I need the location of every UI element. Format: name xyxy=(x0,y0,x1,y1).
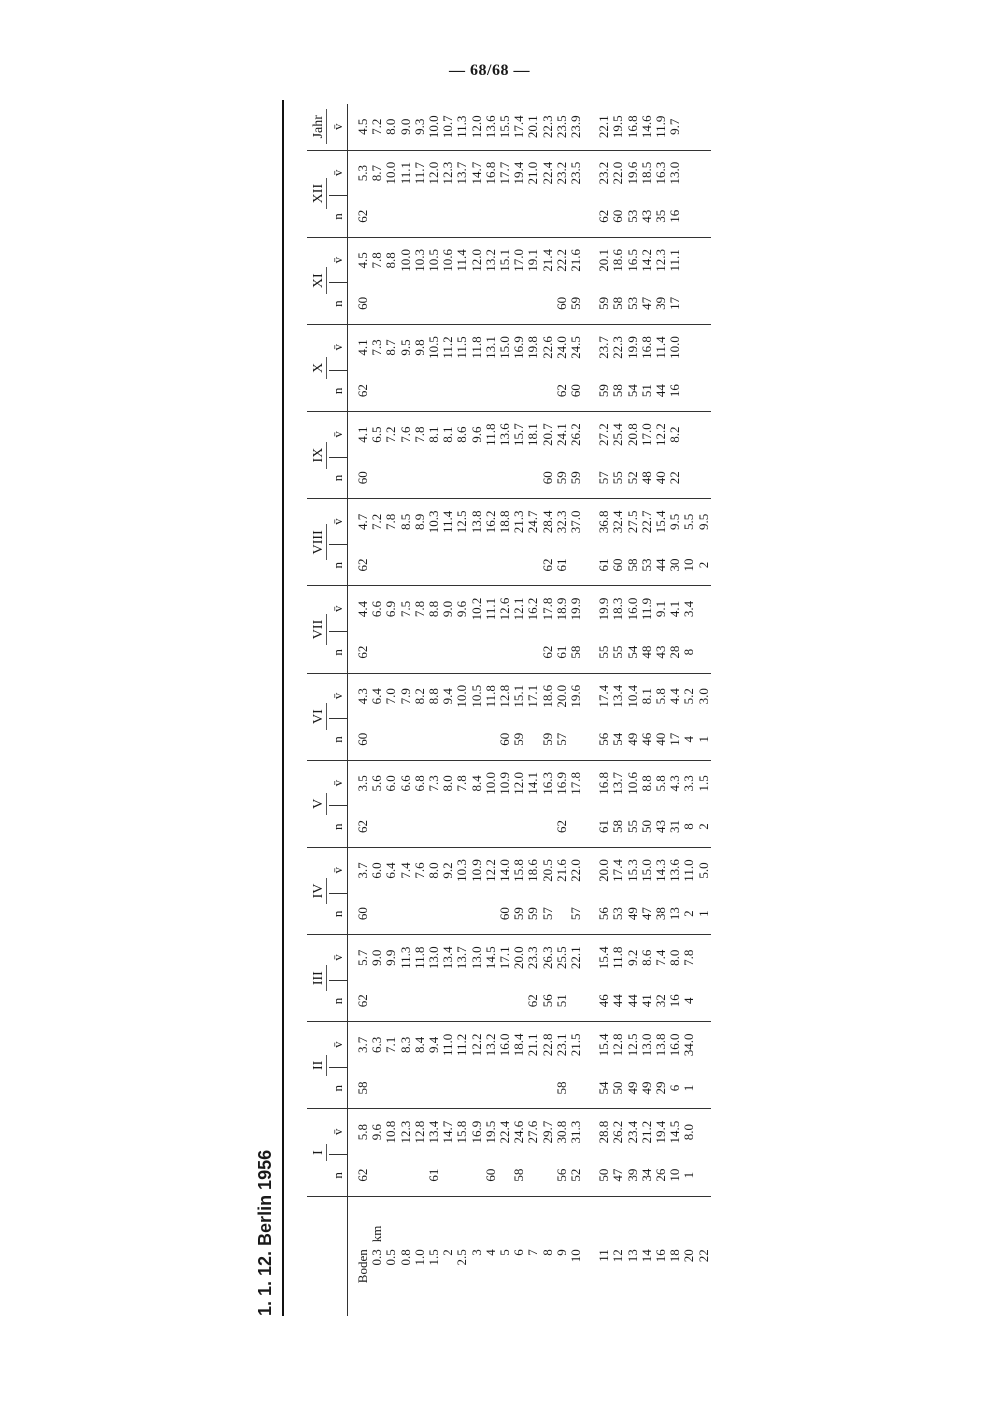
col-xii-n: 62 xyxy=(348,196,584,237)
subheader-v: v̄ xyxy=(329,1022,348,1068)
col-ix-v2: 27.2 25.4 20.8 17.0 12.2 8.2 xyxy=(596,423,683,447)
subheader-row xyxy=(329,104,348,1316)
month-header-iv: IV xyxy=(307,847,329,934)
col-vii-n2: 55 55 54 48 43 28 8 xyxy=(583,632,711,673)
col-iv-n2: 56 53 49 47 38 13 2 1 xyxy=(583,893,711,934)
col-ii-v: 3.7 6.3 7.1 8.3 8.4 9.4 11.0 11.2 12.2 13.2 16.0 18.4 21.1 22.8 23.1 21.5 xyxy=(348,1022,584,1068)
col-v-v2: 16.8 13.7 10.6 8.8 5.8 4.3 3.3 1.5 xyxy=(596,772,711,795)
subheader-v: v̄ xyxy=(329,586,348,632)
col-iii-n2: 46 44 44 41 32 16 4 xyxy=(583,980,711,1021)
col-viii-n2: 61 60 58 53 44 30 10 2 xyxy=(583,544,711,585)
month-header-ii: II xyxy=(307,1022,329,1109)
subheader-v: v̄ xyxy=(329,847,348,893)
col-vi-n: 60 60 59 59 57 xyxy=(348,719,584,760)
col-x-n2: 59 58 54 51 44 16 xyxy=(583,370,711,411)
col-jahr-v: 4.5 7.2 8.0 9.0 9.3 10.0 10.7 11.3 12.0 13.6 15.5 17.4 20.1 22.3 23.5 23.9 xyxy=(348,104,584,150)
month-header-row xyxy=(307,104,329,1316)
col-iii-n: 62 62 56 51 xyxy=(348,980,584,1021)
col-vii-v: 4.4 6.6 6.9 7.5 7.8 8.8 9.0 9.6 10.2 11.1 12.6 12.1 16.2 17.8 18.9 19.9 xyxy=(348,586,584,632)
col-i-v2: 28.8 26.2 23.4 21.2 19.4 14.5 8.0 xyxy=(596,1120,697,1144)
subheader-n: n xyxy=(329,1155,348,1196)
height-unit: km xyxy=(348,1196,584,1246)
subheader-v: v̄ xyxy=(329,935,348,981)
col-iii-v2: 15.4 11.8 9.2 8.6 7.4 8.0 7.8 xyxy=(596,946,697,970)
subheader-n: n xyxy=(329,1068,348,1109)
col-x-v: 4.1 7.3 8.7 9.5 9.8 10.5 11.2 11.5 11.8 13.1 15.0 16.9 19.8 22.6 24.0 24.5 xyxy=(348,324,584,370)
subheader-v: v̄ xyxy=(329,237,348,283)
table-block-low xyxy=(348,104,584,1316)
col-v-v: 3.5 5.6 6.0 6.6 6.8 7.3 8.0 7.8 8.4 10.0 10.9 12.0 14.1 16.3 16.9 17.8 xyxy=(348,760,584,806)
col-v-n: 62 62 xyxy=(348,806,584,847)
col-xii-n2: 62 60 53 43 35 16 xyxy=(583,196,711,237)
col-i-v: 5.8 9.6 10.8 12.3 12.8 13.4 14.7 15.8 16.9 19.5 22.4 24.6 27.6 29.7 30.8 31.3 xyxy=(348,1109,584,1155)
table-top-rule xyxy=(282,100,284,1316)
col-vi-v2: 17.4 13.4 10.4 8.1 5.8 4.4 5.2 3.0 xyxy=(596,684,711,708)
subheader-n: n xyxy=(329,544,348,585)
col-x-v2: 23.7 22.3 19.9 16.8 11.4 10.0 xyxy=(596,336,683,359)
subheader-n: n xyxy=(329,196,348,237)
col-ix-n2: 57 55 52 48 40 22 xyxy=(583,457,711,498)
corner-cell xyxy=(307,1196,329,1316)
subheader-v: v̄ xyxy=(329,760,348,806)
col-vi-n2: 56 54 49 46 40 17 4 1 xyxy=(583,719,711,760)
col-viii-v2: 36.8 32.4 27.5 22.7 15.4 9.5 5.5 9.5 xyxy=(596,510,711,534)
height-labels-high: 11 12 13 14 16 18 20 22 xyxy=(596,1249,711,1263)
subheader-v: v̄ xyxy=(329,412,348,458)
corner-cell-sub xyxy=(329,1196,348,1316)
col-xii-v: 5.3 8.7 10.0 11.1 11.7 12.0 12.3 13.7 14.7 16.8 17.7 19.4 21.0 22.4 23.2 23.5 xyxy=(348,150,584,196)
table-block-high xyxy=(583,104,711,1316)
col-jahr-v2: 22.1 19.5 16.8 14.6 11.9 9.7 xyxy=(583,104,711,150)
rotated-table-sheet xyxy=(252,76,772,1316)
subheader-n: n xyxy=(329,719,348,760)
month-header-xi: XI xyxy=(307,237,329,324)
col-viii-v: 4.7 7.2 7.8 8.5 8.9 10.3 11.4 12.5 13.8 16.2 18.8 21.3 24.7 28.4 32.3 37.0 xyxy=(348,499,584,545)
col-iii-v: 5.7 9.0 9.9 11.3 11.8 13.0 13.4 13.7 13.0 14.5 17.1 20.0 23.3 26.3 25.5 22.1 xyxy=(348,935,584,981)
table-title: 1. 1. 12. Berlin 1956 xyxy=(255,1149,275,1316)
unit-spacer xyxy=(583,1196,711,1246)
subheader-v: v̄ xyxy=(329,104,348,150)
col-ii-v2: 15.4 12.8 12.5 13.0 13.8 16.0 34.0 xyxy=(596,1033,697,1057)
month-header-vii: VII xyxy=(307,586,329,673)
month-header-xii: XII xyxy=(307,150,329,237)
page-number: — 68/68 — xyxy=(449,62,530,79)
col-ix-n: 60 60 59 59 xyxy=(348,457,584,498)
month-header-ix: IX xyxy=(307,412,329,499)
subheader-v: v̄ xyxy=(329,150,348,196)
col-viii-n: 62 62 61 xyxy=(348,544,584,585)
subheader-n: n xyxy=(329,457,348,498)
col-vii-n: 62 62 61 58 xyxy=(348,632,584,673)
subheader-n: n xyxy=(329,370,348,411)
col-xi-v2: 20.1 18.6 16.5 14.2 12.3 11.1 xyxy=(596,248,683,272)
subheader-v: v̄ xyxy=(329,499,348,545)
month-header-viii: VIII xyxy=(307,499,329,586)
col-iv-v2: 20.0 17.4 15.3 15.0 14.3 13.6 11.0 5.0 xyxy=(596,859,711,882)
col-iv-n: 60 60 59 59 57 57 xyxy=(348,893,584,934)
month-header-v: V xyxy=(307,760,329,847)
col-v-n2: 61 58 55 50 43 31 8 2 xyxy=(583,806,711,847)
month-header-jahr: Jahr xyxy=(307,104,329,150)
height-labels-low: Boden 0.3 0.5 0.8 1.0 1.5 2 2.5 3 4 5 6 7 8 9 10 xyxy=(348,1246,584,1316)
subheader-n: n xyxy=(329,980,348,1021)
subheader-n: n xyxy=(329,632,348,673)
subheader-n: n xyxy=(329,283,348,324)
col-vi-v: 4.3 6.4 7.0 7.9 8.2 8.8 9.4 10.0 10.5 11.8 12.8 15.1 17.1 18.6 20.0 19.6 xyxy=(348,673,584,719)
month-header-x: X xyxy=(307,324,329,411)
col-xi-v: 4.5 7.8 8.8 10.0 10.3 10.5 10.6 11.4 12.0 13.2 15.1 17.0 19.1 21.4 22.2 21.6 xyxy=(348,237,584,283)
col-i-n: 62 61 60 58 56 52 xyxy=(348,1155,584,1196)
col-xi-n: 60 60 59 xyxy=(348,283,584,324)
month-header-vi: VI xyxy=(307,673,329,760)
col-vii-v2: 19.9 18.3 16.0 11.9 9.1 4.1 3.4 xyxy=(596,597,697,621)
col-xi-n2: 59 58 53 47 39 17 xyxy=(583,283,711,324)
col-i-n2: 50 47 39 34 26 10 1 xyxy=(583,1155,711,1196)
subheader-v: v̄ xyxy=(329,673,348,719)
col-ii-n2: 54 50 49 49 29 6 1 xyxy=(583,1068,711,1109)
col-iv-v: 3.7 6.0 6.4 7.4 7.6 8.0 9.2 10.3 10.9 12.2 14.0 15.8 18.6 20.5 21.6 22.0 xyxy=(348,847,584,893)
wind-speed-table xyxy=(307,104,711,1316)
col-ii-n: 58 58 xyxy=(348,1068,584,1109)
col-x-n: 62 62 60 xyxy=(348,370,584,411)
subheader-n: n xyxy=(329,893,348,934)
subheader-v: v̄ xyxy=(329,324,348,370)
subheader-v: v̄ xyxy=(329,1109,348,1155)
col-ix-v: 4.1 6.5 7.2 7.6 7.8 8.1 8.1 8.6 9.6 11.8 13.6 15.7 18.1 20.7 24.1 26.2 xyxy=(348,412,584,458)
col-xii-v2: 23.2 22.0 19.6 18.5 16.3 13.0 xyxy=(596,161,683,185)
subheader-n: n xyxy=(329,806,348,847)
month-header-i: I xyxy=(307,1109,329,1196)
month-header-iii: III xyxy=(307,935,329,1022)
